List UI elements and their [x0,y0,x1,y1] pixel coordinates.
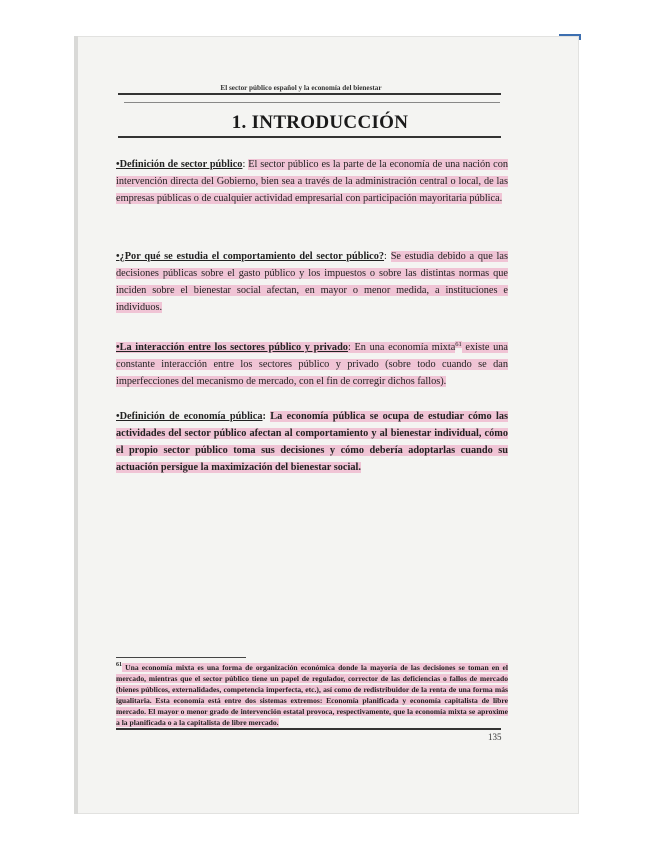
photo-background-top [0,0,655,34]
term-interaccion: •La interacción entre los sectores público y privado [116,342,348,354]
term-sector-publico: •Definición de sector público [116,159,243,170]
highlight-text: La economía pública se ocupa de estudiar cómo las actividades del sector público afectan al comportamiento y al bienestar individual, cómo el propio sector público toma sus decisiones y cómo debería adoptarlas cuando su actuación persigue la maximización del bienestar social. [116,411,508,473]
paragraph-definicion-economia-publica: •Definición de economía pública: La economía pública se ocupa de estudiar cómo las actividades del sector público afectan al comportamiento y al bienestar individual, cómo el propio sector público toma sus decisiones y cómo debería adoptarlas cuando su actuación persigue la maximización del bienestar social. [116,411,508,473]
highlight-text: En una economía mixta [354,342,456,354]
term-por-que-estudia: •¿Por qué se estudia el comportamiento del sector público? [116,251,385,262]
highlight-text-cont: existe una constante interacción entre los sectores público y privado (sobre todo cuando se dan imperfecciones del mecanismo de mercado, con el fin de corregir dichos fallos). [116,342,508,388]
paragraph-interaccion-sectores: •La interacción entre los sectores público y privado: En una economía mixta$^{61}$ existe una constante interacción entre los sectores público y privado (sobre todo cuando se dan imperfecciones del mecanismo de mercado, con el fin de corregir dichos fallos). [116,341,508,388]
page-binding-shadow [74,36,78,814]
footnote-text: Una economía mixta es una forma de organización económica donde la mayoría de las decisiones se toman en el mercado, mientras que el sector público tiene un papel de regulador, corrector de las deficiencias o fallos de mercado (bienes públicos, externalidades, competencia imperfecta, etc.), así como de redistribuidor de la renta de una forma más igualitaria. Esta economía está entre dos sistemas extremos: Economía planificada y economía capitalista de libre mercado. El mayor o menor grado de intervención estatal provoca, respectivamente, que la economía mixta se aproxime a la planificada o a la capitalista de libre mercado. [116,662,508,727]
footnote [116,660,508,728]
paragraph-definition-sector-publico: •Definición de sector público: El sector público es la parte de la economía de una nación con intervención directa del Gobierno, bien sea a través de la administración central o local, de las empresas públicas o de cualquier actividad empresarial con participación mayoritaria pública. [116,159,508,204]
footnote-divider [116,657,246,658]
term-economia-publica: •Definición de economía pública [116,411,263,422]
paragraph-por-que-estudia: •¿Por qué se estudia el comportamiento del sector público?: Se estudia debido a que las decisiones públicas sobre el gasto público y los impuestos o sobre las distintas normas que inciden sobre el bienestar social afectan, en mayor o menor medida, a instituciones e individuos. [116,251,508,313]
footnote-reference: 61 [455,341,462,348]
photo-background-bottom [0,814,655,848]
footer-rule [116,728,501,730]
title-rule [118,136,501,138]
highlight-text: Se estudia debido a que las decisiones públicas sobre el gasto público y los impuestos o sobre las distintas normas que inciden sobre el bienestar social afectan, en mayor o menor medida, a instituciones e individuos. [116,251,508,313]
page-number: 135 [488,732,502,742]
header-rule-second [124,102,500,103]
running-head: El sector público español y la economía del bienestar [220,84,382,92]
header-rule-top [118,93,501,95]
highlight-text: El sector público es la parte de la economía de una nación con intervención directa del Gobierno, bien sea a través de la administración central o local, de las empresas públicas o de cualquier actividad empresarial con participación mayoritaria pública. [116,159,508,204]
footnote-number: 61 [116,662,122,668]
page-title: 1. INTRODUCCIÓN [231,112,409,133]
